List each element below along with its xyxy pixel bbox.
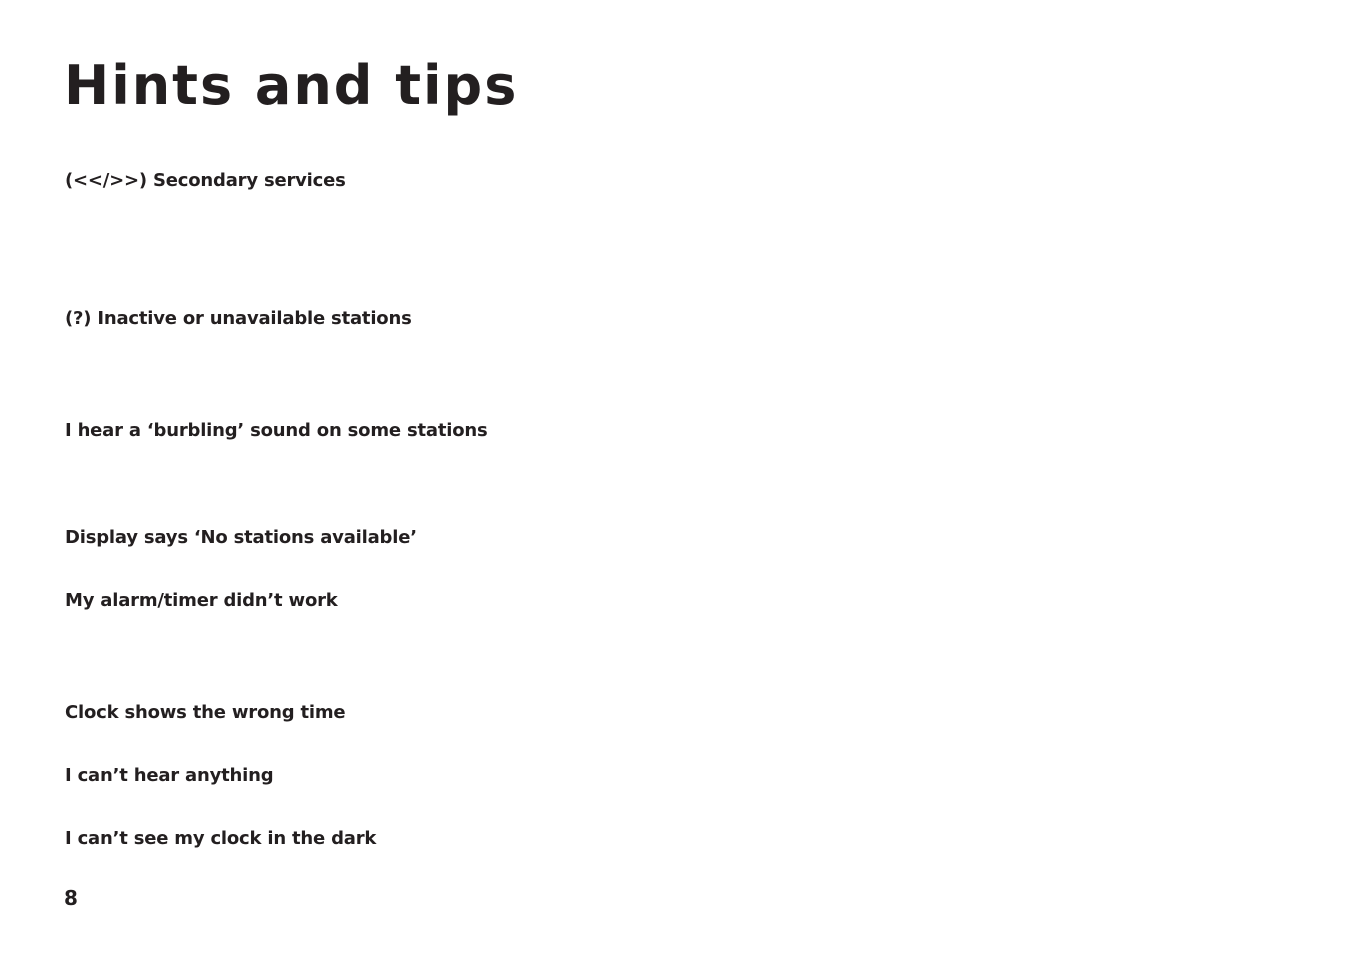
heading-cant-see-clock: I can’t see my clock in the dark <box>65 828 377 849</box>
heading-cant-hear: I can’t hear anything <box>65 765 274 786</box>
heading-no-stations-available: Display says ‘No stations available’ <box>65 527 417 548</box>
page-number: 8 <box>64 886 78 910</box>
heading-wrong-time: Clock shows the wrong time <box>65 702 346 723</box>
heading-inactive-stations: (?) Inactive or unavailable stations <box>65 308 412 329</box>
heading-alarm-timer: My alarm/timer didn’t work <box>65 590 338 611</box>
page-title: Hints and tips <box>64 54 519 117</box>
heading-secondary-services: (<</>>) Secondary services <box>65 170 346 191</box>
heading-burbling-sound: I hear a ‘burbling’ sound on some stations <box>65 420 488 441</box>
